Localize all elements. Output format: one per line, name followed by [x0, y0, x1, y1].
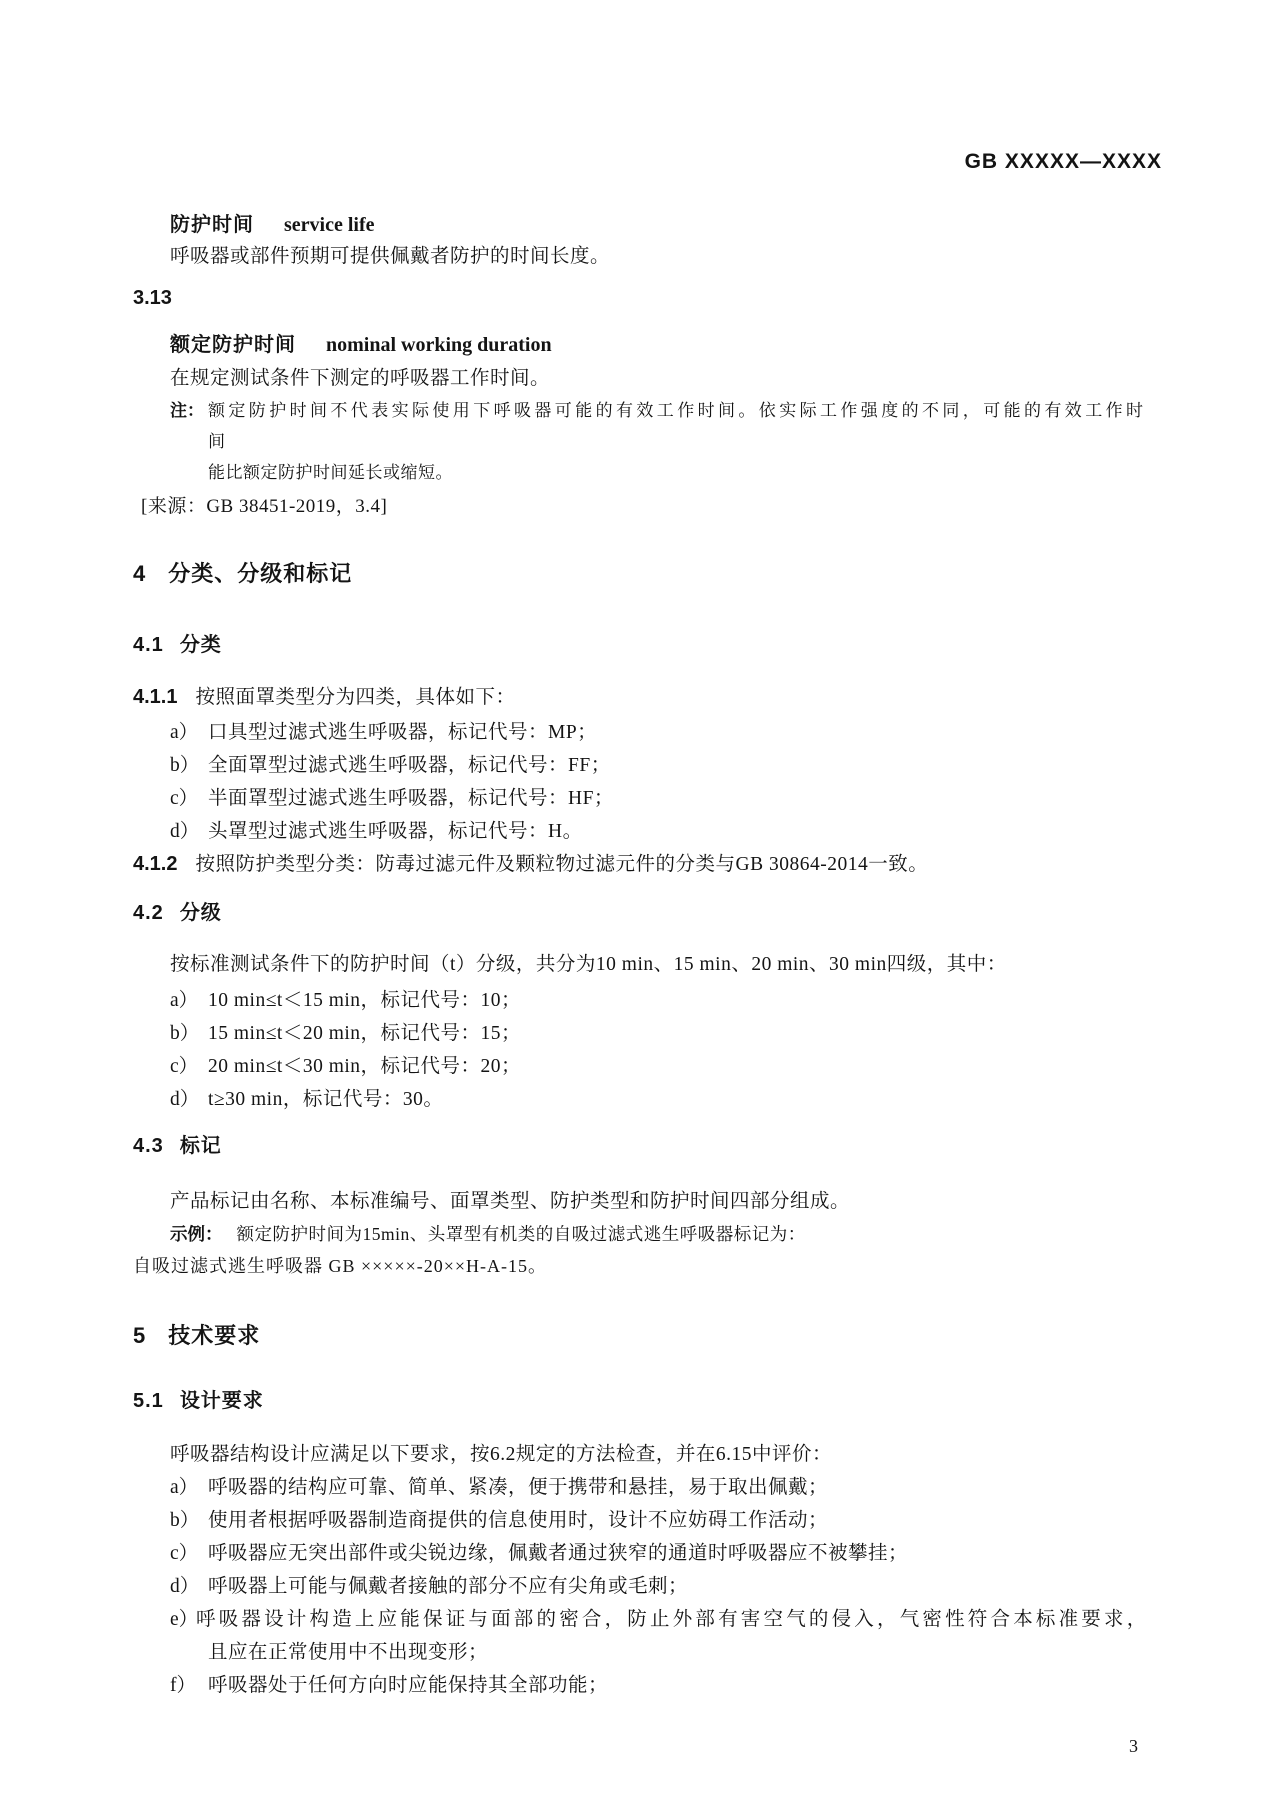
- section-title-text: 技术要求: [168, 1323, 261, 1348]
- clause-number: 4.1.1: [133, 686, 178, 708]
- note-text: 额定防护时间不代表实际使用下呼吸器可能的有效工作时间。依实际工作强度的不同，可能的有效工作时间: [208, 401, 1147, 451]
- term-definition: 在规定测试条件下测定的呼吸器工作时间。: [170, 368, 551, 389]
- term-heading-nominal-working-duration: [170, 330, 1162, 362]
- list-item: [170, 1537, 1162, 1570]
- example-block: [170, 1219, 1162, 1250]
- list-item-text: 呼吸器上可能与佩戴者接触的部分不应有尖角或毛刺；: [208, 1576, 689, 1597]
- list-item: [170, 1017, 1162, 1050]
- note-label: 注：: [170, 401, 204, 420]
- list-item: [170, 716, 1162, 749]
- design-requirements-intro: 呼吸器结构设计应满足以下要求，按6.2规定的方法检查，并在6.15中评价：: [170, 1444, 833, 1465]
- example-marking-code: 自吸过滤式逃生呼吸器 GB ×××××-20××H-A-15。: [133, 1256, 548, 1276]
- list-item-text: 20 min≤t＜30 min，标记代号：20；: [208, 1056, 522, 1077]
- list-item: [170, 749, 1162, 782]
- page-header: [133, 150, 1162, 176]
- list-item-text: 使用者根据呼吸器制造商提供的信息使用时，设计不应妨碍工作活动；: [208, 1510, 829, 1531]
- term-title-zh: 防护时间: [170, 214, 254, 236]
- section-title-text: 分类、分级和标记: [168, 561, 353, 586]
- list-item-text: 全面罩型过滤式逃生呼吸器，标记代号：FF；: [208, 755, 611, 776]
- list-item-text: t≥30 min，标记代号：30。: [208, 1089, 444, 1110]
- list-item-text: 15 min≤t＜20 min，标记代号：15；: [208, 1023, 522, 1044]
- section-5-title: [133, 1319, 1162, 1353]
- list-item-text: 10 min≤t＜15 min，标记代号：10；: [208, 990, 522, 1011]
- list-item: [170, 1570, 1162, 1603]
- section-4-2-title: [133, 897, 1162, 929]
- list-item-label: a）: [170, 722, 199, 743]
- clause-text: 按照防护类型分类：防毒过滤元件及颗粒物过滤元件的分类与GB 30864-2014一致。: [195, 854, 929, 875]
- list-item-label: b）: [170, 755, 200, 776]
- list-item-label: e）: [170, 1609, 199, 1630]
- section-title-text: 分类: [179, 634, 222, 656]
- design-requirements-list: [170, 1471, 1162, 1702]
- page-footer: [133, 1731, 1162, 1761]
- grading-list: [170, 984, 1162, 1116]
- term-title-en: service life: [284, 214, 375, 236]
- list-item-label: a）: [170, 1477, 199, 1498]
- list-item-line: [170, 1603, 1162, 1636]
- list-item: [170, 815, 1162, 848]
- clause-text: 按照面罩类型分为四类，具体如下：: [195, 687, 516, 708]
- list-item: [170, 1603, 1162, 1669]
- list-item-label: c）: [170, 1056, 199, 1077]
- list-item: [170, 782, 1162, 815]
- note-block: [170, 395, 1162, 488]
- note-text-continuation: 能比额定防护时间延长或缩短。: [208, 463, 453, 482]
- section-number: 4: [133, 561, 147, 586]
- list-item-label: a）: [170, 990, 199, 1011]
- list-item-text: 呼吸器的结构应可靠、简单、紧凑，便于携带和悬挂，易于取出佩戴；: [208, 1477, 829, 1498]
- list-item-text: 半面罩型过滤式逃生呼吸器，标记代号：HF；: [208, 788, 614, 809]
- list-item-text: 口具型过滤式逃生呼吸器，标记代号：MP；: [208, 722, 598, 743]
- section-4-title: [133, 557, 1162, 591]
- example-intro: 额定防护时间为15min、头罩型有机类的自吸过滤式逃生呼吸器标记为：: [236, 1224, 806, 1244]
- source-reference: [来源：GB 38451-2019，3.4]: [141, 496, 388, 517]
- list-item-text: 呼吸器应无突出部件或尖锐边缘，佩戴者通过狭窄的通道时呼吸器应不被攀挂；: [208, 1543, 909, 1564]
- section-title-text: 设计要求: [179, 1390, 264, 1412]
- marking-paragraph: 产品标记由名称、本标准编号、面罩类型、防护类型和防护时间四部分组成。: [170, 1191, 851, 1212]
- list-item-label: c）: [170, 788, 199, 809]
- term-title-en: nominal working duration: [326, 334, 552, 356]
- term-definition: 呼吸器或部件预期可提供佩戴者防护的时间长度。: [170, 246, 611, 267]
- list-item: [170, 1050, 1162, 1083]
- section-title-text: 分级: [179, 902, 222, 924]
- example-label: 示例：: [170, 1224, 223, 1244]
- section-number: 5: [133, 1323, 147, 1348]
- term-heading-service-life: [170, 210, 1162, 242]
- section-number: 5.1: [133, 1390, 164, 1412]
- list-item: [170, 1471, 1162, 1504]
- section-4-3-title: [133, 1130, 1162, 1162]
- clause-number-3-13: 3.13: [133, 287, 172, 309]
- section-number: 4.2: [133, 902, 164, 924]
- mask-type-list: [170, 716, 1162, 848]
- list-item: [170, 1669, 1162, 1702]
- section-title-text: 标记: [179, 1135, 222, 1157]
- list-item-label: b）: [170, 1023, 200, 1044]
- section-number: 4.1: [133, 634, 164, 656]
- list-item-text: 头罩型过滤式逃生呼吸器，标记代号：H。: [208, 821, 583, 842]
- clause-number: 4.1.2: [133, 853, 178, 875]
- list-item-text: 呼吸器处于任何方向时应能保持其全部功能；: [208, 1675, 609, 1696]
- list-item-continuation: 且应在正常使用中不出现变形；: [208, 1642, 489, 1663]
- term-title-zh: 额定防护时间: [170, 334, 296, 356]
- list-item-text: 呼吸器设计构造上应能保证与面部的密合，防止外部有害空气的侵入，气密性符合本标准要求，: [196, 1609, 1150, 1630]
- grading-intro: 按标准测试条件下的防护时间（t）分级，共分为10 min、15 min、20 min、30 min四级，其中：: [170, 954, 1007, 975]
- list-item-label: d）: [170, 821, 200, 842]
- list-item: [170, 984, 1162, 1017]
- section-number: 4.3: [133, 1135, 164, 1157]
- list-item-label: d）: [170, 1576, 200, 1597]
- note-line: [170, 395, 1162, 457]
- list-item: [170, 1504, 1162, 1537]
- list-item-label: b）: [170, 1510, 200, 1531]
- list-item: [170, 1083, 1162, 1116]
- clause-4-1-1: [133, 681, 1162, 714]
- list-item-label: d）: [170, 1089, 200, 1110]
- list-item-label: f）: [170, 1675, 196, 1696]
- section-4-1-title: [133, 629, 1162, 661]
- list-item-label: c）: [170, 1543, 199, 1564]
- section-5-1-title: [133, 1385, 1162, 1417]
- page-number: 3: [1129, 1736, 1138, 1756]
- clause-4-1-2: [133, 848, 1162, 881]
- standard-code: GB XXXXX—XXXX: [964, 150, 1162, 173]
